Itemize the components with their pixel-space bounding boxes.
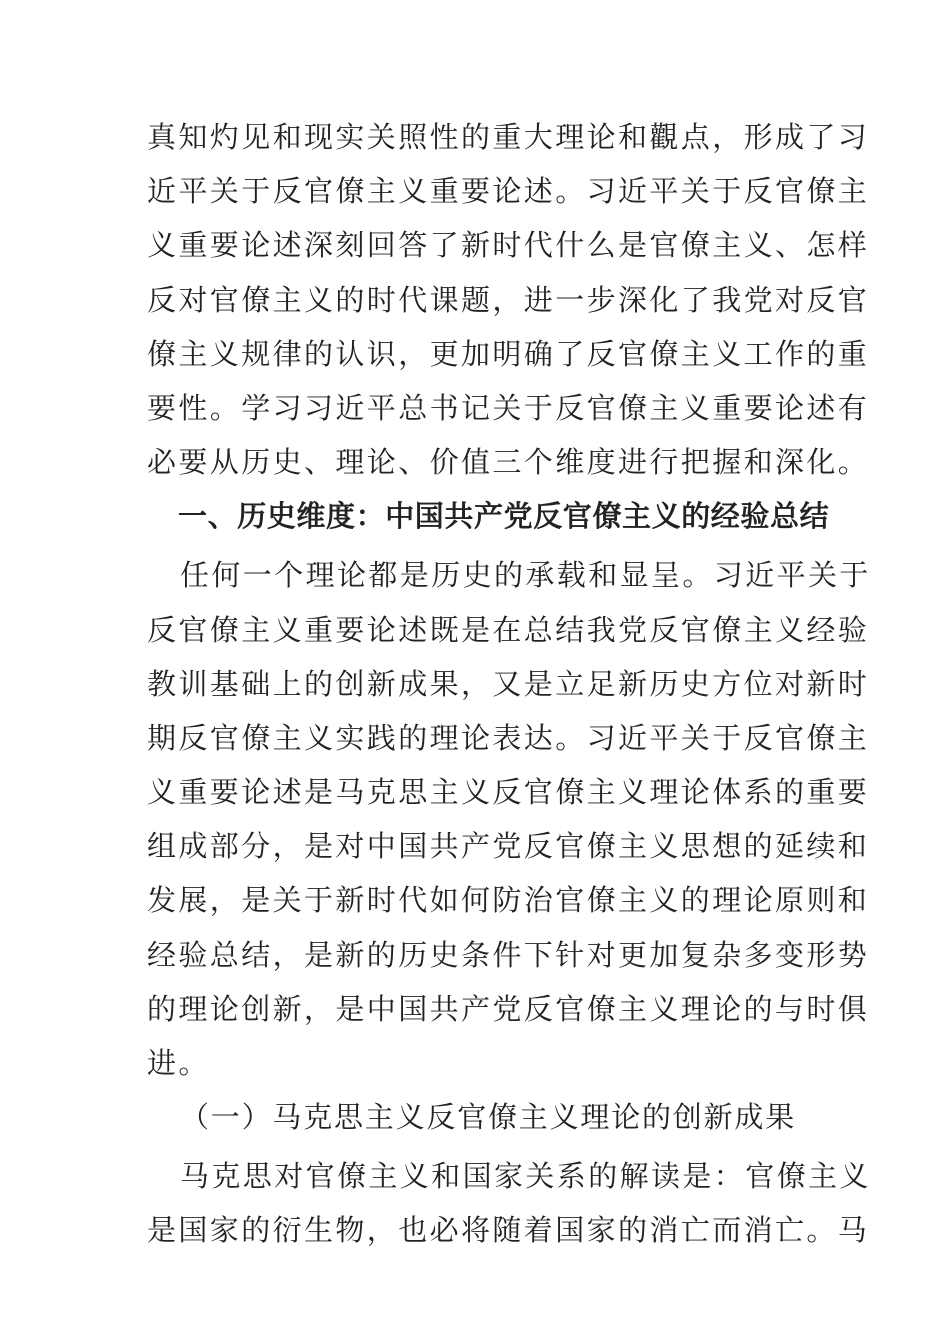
- text-line: 的理论创新，是中国共产党反官僚主义理论的与时俱: [147, 991, 870, 1026]
- text-line: 反官僚主义重要论述既是在总结我党反官僚主义经验: [147, 612, 870, 647]
- paragraph-intro: [147, 110, 870, 489]
- text-line: 任何一个理论都是历史的承载和显呈。习近平关于: [180, 558, 871, 593]
- text-line: 经验总结，是新的历史条件下针对更加复杂多变形势: [147, 937, 870, 972]
- text-line: 组成部分，是对中国共产党反官僚主义思想的延续和: [147, 829, 870, 864]
- text-line: 近平关于反官僚主义重要论述。习近平关于反官僚主: [147, 174, 870, 209]
- subsection-heading-marxism: （一）马克思主义反官僚主义理论的创新成果: [180, 1100, 797, 1135]
- text-line: 义重要论述是马克思主义反官僚主义理论体系的重要: [147, 775, 870, 810]
- text-line: 是国家的衍生物，也必将随着国家的消亡而消亡。马: [147, 1213, 870, 1248]
- text-line: 义重要论述深刻回答了新时代什么是官僚主义、怎样: [147, 228, 870, 263]
- text-line: 必要从历史、理论、价值三个维度进行把握和深化。: [147, 445, 870, 480]
- text-line: 反对官僚主义的时代课题，进一步深化了我党对反官: [147, 282, 870, 317]
- paragraph-history: [147, 548, 871, 1090]
- text-line: 期反官僚主义实践的理论表达。习近平关于反官僚主: [147, 720, 870, 755]
- text-line: 要性。学习习近平总书记关于反官僚主义重要论述有: [147, 390, 870, 425]
- document-body: [147, 110, 871, 1258]
- text-line: 真知灼见和现实关照性的重大理论和觀点，形成了习: [147, 120, 870, 154]
- text-line: 发展，是关于新时代如何防治官僚主义的理论原则和: [147, 883, 870, 918]
- paragraph-marx: [147, 1149, 871, 1257]
- section-heading-history: 一、历史维度：中国共产党反官僚主义的经验总结: [178, 499, 830, 534]
- text-line: 进。: [147, 1046, 210, 1080]
- text-line: 马克思对官僚主义和国家关系的解读是：官僚主义: [180, 1159, 871, 1194]
- text-line: 僚主义规律的认识，更加明确了反官僚主义工作的重: [147, 336, 870, 371]
- text-line: 教训基础上的创新成果，又是立足新历史方位对新时: [147, 666, 870, 701]
